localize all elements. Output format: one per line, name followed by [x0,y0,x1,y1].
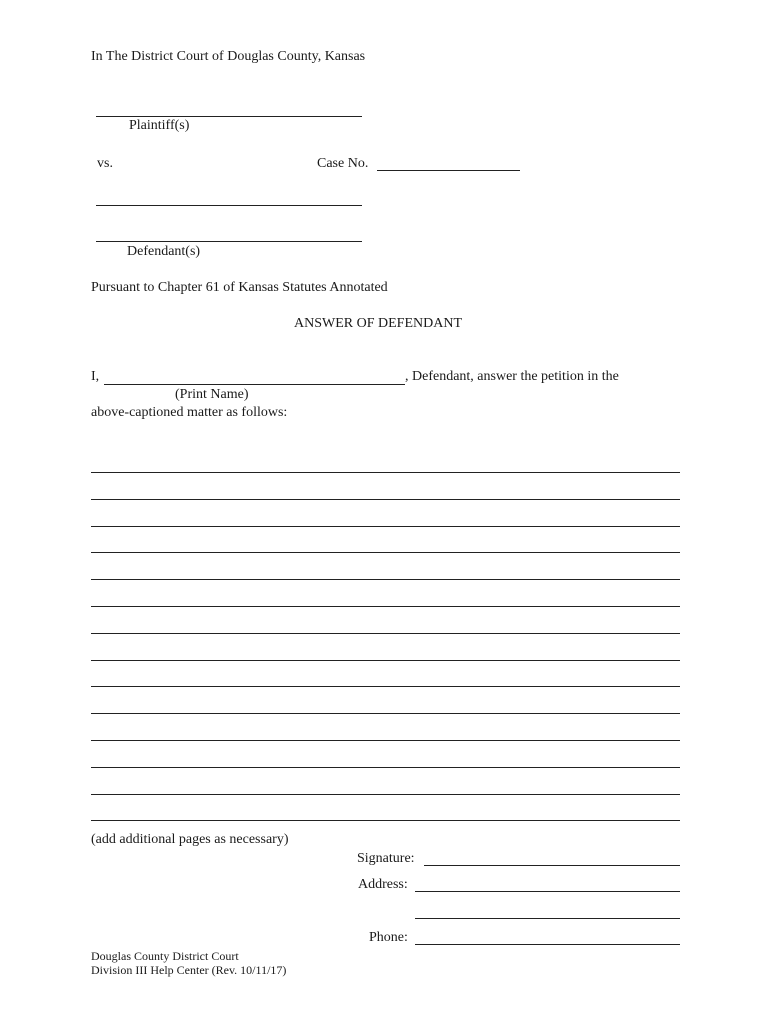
answer-line[interactable] [91,660,680,661]
phone-label: Phone: [369,930,408,945]
address-field-1[interactable] [415,891,680,892]
phone-field[interactable] [415,944,680,945]
answer-line[interactable] [91,686,680,687]
defendant-label: Defendant(s) [127,244,201,259]
answer-line[interactable] [91,633,680,634]
answer-line[interactable] [91,606,680,607]
additional-pages-note: (add additional pages as necessary) [91,832,289,847]
print-name-label: (Print Name) [175,387,249,402]
answer-line[interactable] [91,794,680,795]
plaintiff-label: Plaintiff(s) [129,118,190,133]
case-no-label: Case No. [317,156,369,171]
answer-line[interactable] [91,552,680,553]
answer-line[interactable] [91,713,680,714]
vs-label: vs. [97,156,113,171]
intro-continuation: above-captioned matter as follows: [91,405,288,420]
answer-line[interactable] [91,820,680,821]
form-title: ANSWER OF DEFENDANT [294,316,462,331]
intro-suffix: , Defendant, answer the petition in the [405,369,619,384]
court-title: In The District Court of Douglas County, Kansas [91,49,366,64]
case-no-field[interactable] [377,170,520,171]
answer-line[interactable] [91,740,680,741]
plaintiff-name-field[interactable] [96,116,362,117]
answer-line[interactable] [91,472,680,473]
intro-prefix: I, [91,369,100,384]
signature-label: Signature: [357,851,415,866]
print-name-field[interactable] [104,384,405,385]
address-field-2[interactable] [415,918,680,919]
footer-division: Division III Help Center (Rev. 10/11/17) [91,963,287,977]
signature-field[interactable] [424,865,680,866]
answer-line[interactable] [91,499,680,500]
address-label: Address: [358,877,408,892]
defendant-name-field-1[interactable] [96,205,362,206]
answer-line[interactable] [91,579,680,580]
answer-line[interactable] [91,767,680,768]
statute-reference: Pursuant to Chapter 61 of Kansas Statutes Annotated [91,280,388,295]
defendant-name-field-2[interactable] [96,241,362,242]
footer-court: Douglas County District Court [91,949,239,963]
answer-line[interactable] [91,526,680,527]
